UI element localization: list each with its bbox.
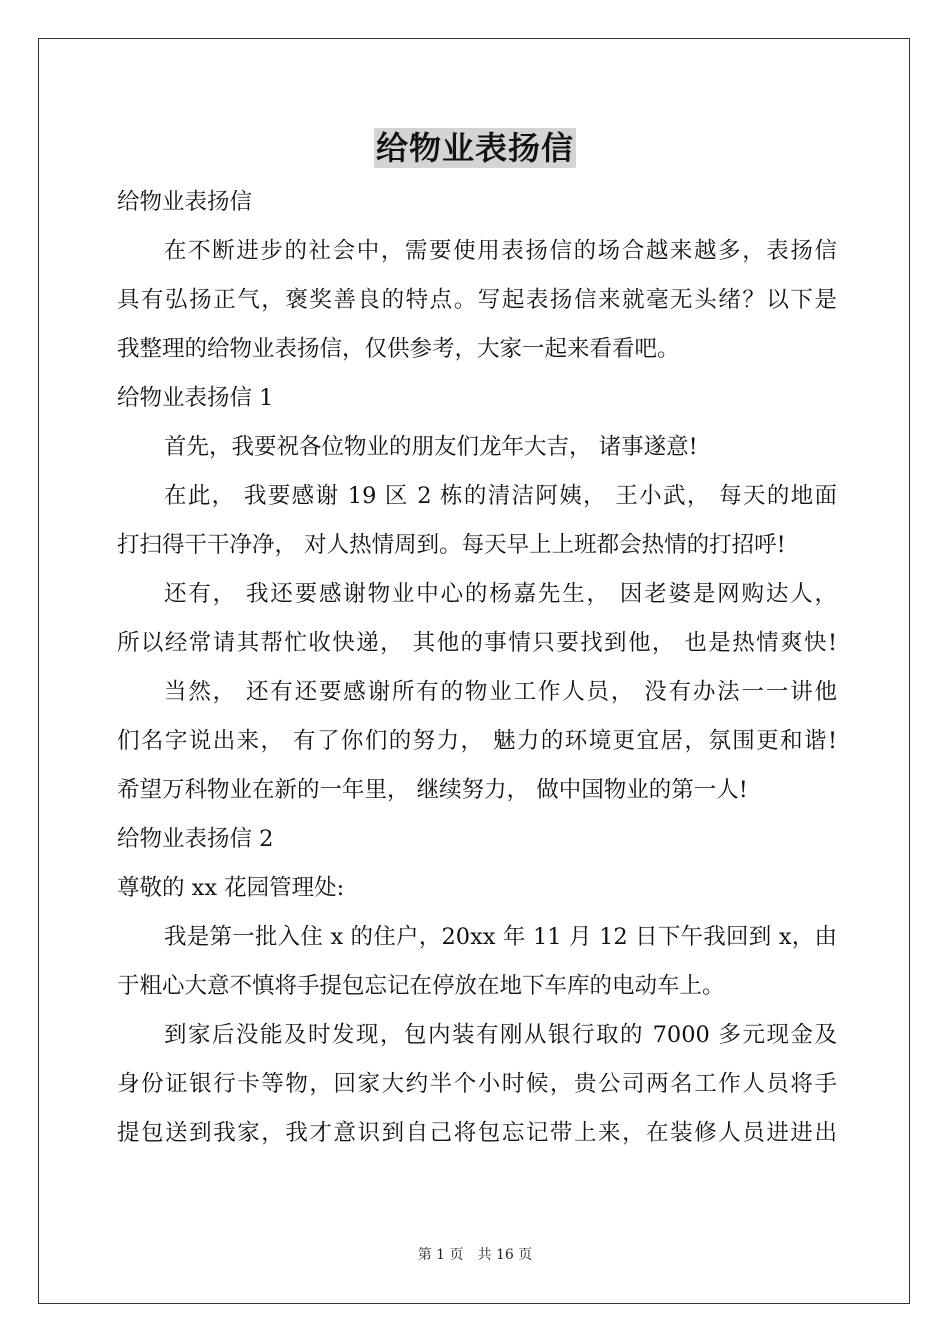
paragraph-line: 希望万科物业在新的一年里， 继续努力， 做中国物业的第一人!: [117, 777, 748, 803]
paragraph-line: 于粗心大意不慎将手提包忘记在停放在地下车库的电动车上。: [117, 973, 725, 999]
section-heading: 给物业表扬信 1: [117, 385, 274, 411]
paragraph-line: 首先，我要祝各位物业的朋友们龙年大吉， 诸事遂意!: [164, 434, 698, 460]
paragraph-line: 所以经常请其帮忙收快递， 其他的事情只要找到他， 也是热情爽快!: [117, 630, 837, 656]
paragraph-line: 具有弘扬正气，褒奖善良的特点。写起表扬信来就毫无头绪？以下是: [117, 287, 837, 313]
paragraph-line: 还有， 我还要感谢物业中心的杨嘉先生， 因老婆是网购达人，: [164, 581, 837, 607]
paragraph-line: 我整理的给物业表扬信，仅供参考，大家一起来看看吧。: [117, 336, 680, 362]
paragraph-line: 在不断进步的社会中，需要使用表扬信的场合越来越多，表扬信: [164, 238, 837, 264]
page-number: 第 1 页 共 16 页: [417, 1247, 533, 1263]
page-footer: [0, 1244, 950, 1264]
section-heading: 给物业表扬信 2: [117, 826, 274, 852]
salutation-line: 尊敬的 xx 花园管理处:: [117, 875, 345, 901]
title-container: [0, 128, 950, 168]
document-body: [117, 178, 837, 1158]
subtitle-line: 给物业表扬信: [117, 189, 253, 215]
paragraph-line: 提包送到我家，我才意识到自己将包忘记带上来，在装修人员进进出: [117, 1120, 837, 1146]
paragraph-line: 打扫得干干净净， 对人热情周到。每天早上上班都会热情的打招呼!: [117, 532, 786, 558]
paragraph-line: 身份证银行卡等物，回家大约半个小时候，贵公司两名工作人员将手: [117, 1071, 837, 1097]
paragraph-line: 我是第一批入住 x 的住户，20xx 年 11 月 12 日下午我回到 x，由: [164, 924, 837, 950]
paragraph-line: 到家后没能及时发现，包内装有刚从银行取的 7000 多元现金及: [164, 1022, 837, 1048]
paragraph-line: 在此， 我要感谢 19 区 2 栋的清洁阿姨， 王小武， 每天的地面: [164, 483, 837, 509]
document-title: 给物业表扬信: [375, 129, 574, 167]
paragraph-line: 们名字说出来， 有了你们的努力， 魅力的环境更宜居，氛围更和谐!: [117, 728, 837, 754]
paragraph-line: 当然， 还有还要感谢所有的物业工作人员， 没有办法一一讲他: [164, 679, 837, 705]
